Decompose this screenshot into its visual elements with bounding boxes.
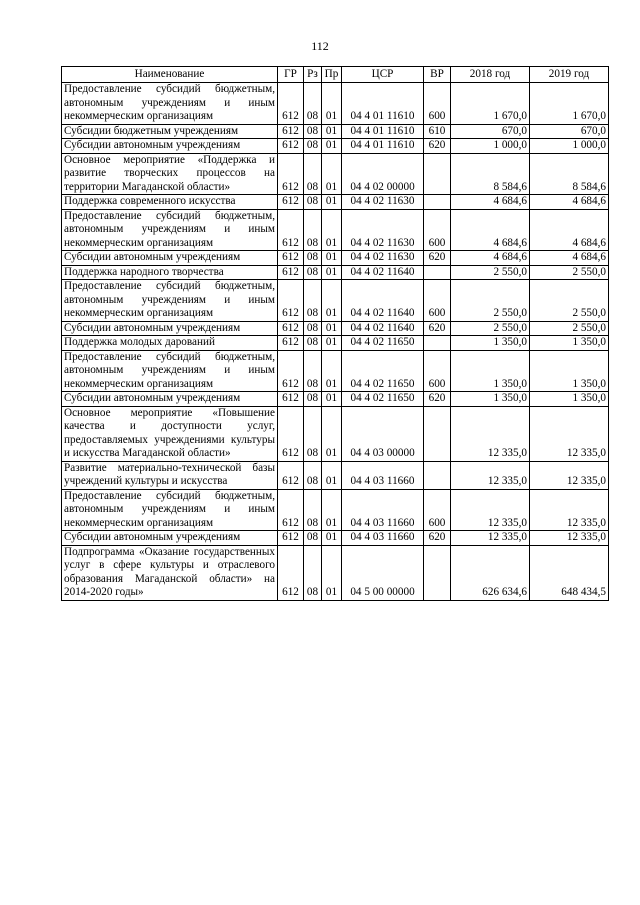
row-rz: 08	[304, 321, 322, 336]
row-pr: 01	[322, 265, 342, 280]
row-rz: 08	[304, 265, 322, 280]
row-2018: 4 684,6	[451, 251, 530, 266]
row-rz: 08	[304, 531, 322, 546]
row-rz: 08	[304, 280, 322, 322]
row-pr: 01	[322, 124, 342, 139]
row-2018: 670,0	[451, 124, 530, 139]
row-2018: 2 550,0	[451, 280, 530, 322]
header-csr: ЦСР	[342, 67, 424, 83]
row-name: Предоставление субсидий бюджетным, автономным учреждениям и иным некоммерческим организациям	[62, 280, 278, 322]
row-2019: 12 335,0	[530, 406, 609, 461]
row-2019: 4 684,6	[530, 209, 609, 251]
table-header-row	[62, 67, 609, 83]
row-pr: 01	[322, 545, 342, 600]
row-gr: 612	[278, 489, 304, 531]
row-csr: 04 4 03 11660	[342, 461, 424, 489]
row-csr: 04 4 01 11610	[342, 83, 424, 125]
row-csr: 04 4 01 11610	[342, 139, 424, 154]
row-2019: 12 335,0	[530, 489, 609, 531]
row-2018: 12 335,0	[451, 461, 530, 489]
header-gr: ГР	[278, 67, 304, 83]
row-vr: 610	[424, 124, 451, 139]
row-2019: 648 434,5	[530, 545, 609, 600]
row-name: Поддержка народного творчества	[62, 265, 278, 280]
row-gr: 612	[278, 531, 304, 546]
row-vr: 600	[424, 280, 451, 322]
row-pr: 01	[322, 531, 342, 546]
row-pr: 01	[322, 280, 342, 322]
row-2019: 2 550,0	[530, 280, 609, 322]
row-2018: 8 584,6	[451, 153, 530, 195]
row-vr: 600	[424, 83, 451, 125]
row-gr: 612	[278, 406, 304, 461]
row-2018: 12 335,0	[451, 406, 530, 461]
row-csr: 04 4 02 11630	[342, 195, 424, 210]
row-name: Предоставление субсидий бюджетным, автономным учреждениям и иным некоммерческим организациям	[62, 489, 278, 531]
row-rz: 08	[304, 139, 322, 154]
row-rz: 08	[304, 153, 322, 195]
row-pr: 01	[322, 139, 342, 154]
row-gr: 612	[278, 336, 304, 351]
row-rz: 08	[304, 489, 322, 531]
row-vr: 620	[424, 392, 451, 407]
row-rz: 08	[304, 461, 322, 489]
row-pr: 01	[322, 209, 342, 251]
row-vr	[424, 195, 451, 210]
row-pr: 01	[322, 195, 342, 210]
row-gr: 612	[278, 251, 304, 266]
table-row	[62, 265, 609, 280]
row-gr: 612	[278, 545, 304, 600]
row-2018: 626 634,6	[451, 545, 530, 600]
row-csr: 04 4 03 11660	[342, 489, 424, 531]
row-vr	[424, 406, 451, 461]
row-2019: 1 670,0	[530, 83, 609, 125]
row-name: Предоставление субсидий бюджетным, автономным учреждениям и иным некоммерческим организациям	[62, 83, 278, 125]
row-2019: 1 350,0	[530, 336, 609, 351]
row-rz: 08	[304, 251, 322, 266]
row-2019: 670,0	[530, 124, 609, 139]
budget-table	[61, 66, 609, 601]
row-csr: 04 5 00 00000	[342, 545, 424, 600]
row-vr	[424, 461, 451, 489]
row-name: Основное мероприятие «Поддержка и развитие творческих процессов на территории Магаданской области»	[62, 153, 278, 195]
row-csr: 04 4 02 00000	[342, 153, 424, 195]
header-2019: 2019 год	[530, 67, 609, 83]
table-row	[62, 321, 609, 336]
row-name: Развитие материально-технической базы учреждений культуры и искусства	[62, 461, 278, 489]
table-row	[62, 209, 609, 251]
row-gr: 612	[278, 83, 304, 125]
row-pr: 01	[322, 83, 342, 125]
row-2018: 1 670,0	[451, 83, 530, 125]
row-csr: 04 4 02 11650	[342, 350, 424, 392]
row-2019: 2 550,0	[530, 321, 609, 336]
table-row	[62, 531, 609, 546]
row-pr: 01	[322, 153, 342, 195]
row-pr: 01	[322, 336, 342, 351]
row-pr: 01	[322, 392, 342, 407]
row-2019: 4 684,6	[530, 251, 609, 266]
row-2018: 12 335,0	[451, 531, 530, 546]
row-vr	[424, 545, 451, 600]
row-rz: 08	[304, 209, 322, 251]
row-2019: 2 550,0	[530, 265, 609, 280]
row-vr: 620	[424, 531, 451, 546]
row-gr: 612	[278, 265, 304, 280]
row-2019: 8 584,6	[530, 153, 609, 195]
row-name: Субсидии автономным учреждениям	[62, 321, 278, 336]
table-row	[62, 406, 609, 461]
row-2019: 1 000,0	[530, 139, 609, 154]
header-name: Наименование	[62, 67, 278, 83]
row-gr: 612	[278, 209, 304, 251]
row-csr: 04 4 02 11640	[342, 280, 424, 322]
row-csr: 04 4 02 11650	[342, 336, 424, 351]
table-row	[62, 336, 609, 351]
header-rz: Рз	[304, 67, 322, 83]
row-rz: 08	[304, 83, 322, 125]
row-vr: 620	[424, 321, 451, 336]
table-row	[62, 461, 609, 489]
row-vr	[424, 336, 451, 351]
table-body	[62, 83, 609, 601]
header-2018: 2018 год	[451, 67, 530, 83]
row-rz: 08	[304, 350, 322, 392]
row-pr: 01	[322, 350, 342, 392]
row-pr: 01	[322, 321, 342, 336]
row-name: Поддержка современного искусства	[62, 195, 278, 210]
header-pr: Пр	[322, 67, 342, 83]
row-name: Субсидии бюджетным учреждениям	[62, 124, 278, 139]
row-csr: 04 4 03 00000	[342, 406, 424, 461]
row-name: Субсидии автономным учреждениям	[62, 531, 278, 546]
row-gr: 612	[278, 124, 304, 139]
row-gr: 612	[278, 153, 304, 195]
row-2019: 12 335,0	[530, 461, 609, 489]
row-vr	[424, 153, 451, 195]
row-2018: 2 550,0	[451, 265, 530, 280]
row-2018: 2 550,0	[451, 321, 530, 336]
table-row	[62, 251, 609, 266]
row-rz: 08	[304, 195, 322, 210]
table-row	[62, 139, 609, 154]
row-csr: 04 4 01 11610	[342, 124, 424, 139]
table-row	[62, 280, 609, 322]
table-row	[62, 489, 609, 531]
row-2018: 1 000,0	[451, 139, 530, 154]
row-rz: 08	[304, 392, 322, 407]
row-pr: 01	[322, 461, 342, 489]
page-number: 112	[311, 39, 329, 53]
row-gr: 612	[278, 280, 304, 322]
table-row	[62, 153, 609, 195]
row-csr: 04 4 02 11640	[342, 321, 424, 336]
table-row	[62, 392, 609, 407]
row-csr: 04 4 02 11630	[342, 251, 424, 266]
row-2018: 1 350,0	[451, 336, 530, 351]
table-row	[62, 350, 609, 392]
row-2018: 4 684,6	[451, 195, 530, 210]
row-name: Подпрограмма «Оказание государственных услуг в сфере культуры и отраслевого образования Магаданской области» на 2014-2020 годы»	[62, 545, 278, 600]
row-vr: 600	[424, 209, 451, 251]
row-gr: 612	[278, 392, 304, 407]
row-rz: 08	[304, 406, 322, 461]
row-rz: 08	[304, 545, 322, 600]
row-2019: 1 350,0	[530, 350, 609, 392]
row-gr: 612	[278, 350, 304, 392]
row-2019: 4 684,6	[530, 195, 609, 210]
table-row	[62, 83, 609, 125]
row-2018: 12 335,0	[451, 489, 530, 531]
table-row	[62, 195, 609, 210]
header-vr: ВР	[424, 67, 451, 83]
row-pr: 01	[322, 489, 342, 531]
table-row	[62, 545, 609, 600]
row-gr: 612	[278, 321, 304, 336]
table-row	[62, 124, 609, 139]
row-2018: 4 684,6	[451, 209, 530, 251]
row-2019: 12 335,0	[530, 531, 609, 546]
row-vr	[424, 265, 451, 280]
row-name: Субсидии автономным учреждениям	[62, 251, 278, 266]
row-vr: 600	[424, 489, 451, 531]
row-2018: 1 350,0	[451, 392, 530, 407]
row-name: Предоставление субсидий бюджетным, автономным учреждениям и иным некоммерческим организациям	[62, 209, 278, 251]
row-rz: 08	[304, 124, 322, 139]
row-pr: 01	[322, 406, 342, 461]
row-2018: 1 350,0	[451, 350, 530, 392]
row-csr: 04 4 03 11660	[342, 531, 424, 546]
row-gr: 612	[278, 139, 304, 154]
row-name: Поддержка молодых дарований	[62, 336, 278, 351]
row-pr: 01	[322, 251, 342, 266]
row-name: Субсидии автономным учреждениям	[62, 139, 278, 154]
row-name: Основное мероприятие «Повышение качества и доступности услуг, предоставляемых учреждениями культуры и искусства Магаданской области»	[62, 406, 278, 461]
row-vr: 600	[424, 350, 451, 392]
row-gr: 612	[278, 195, 304, 210]
row-rz: 08	[304, 336, 322, 351]
row-2019: 1 350,0	[530, 392, 609, 407]
row-vr: 620	[424, 139, 451, 154]
row-vr: 620	[424, 251, 451, 266]
row-name: Субсидии автономным учреждениям	[62, 392, 278, 407]
row-csr: 04 4 02 11640	[342, 265, 424, 280]
row-gr: 612	[278, 461, 304, 489]
row-csr: 04 4 02 11650	[342, 392, 424, 407]
row-name: Предоставление субсидий бюджетным, автономным учреждениям и иным некоммерческим организациям	[62, 350, 278, 392]
row-csr: 04 4 02 11630	[342, 209, 424, 251]
